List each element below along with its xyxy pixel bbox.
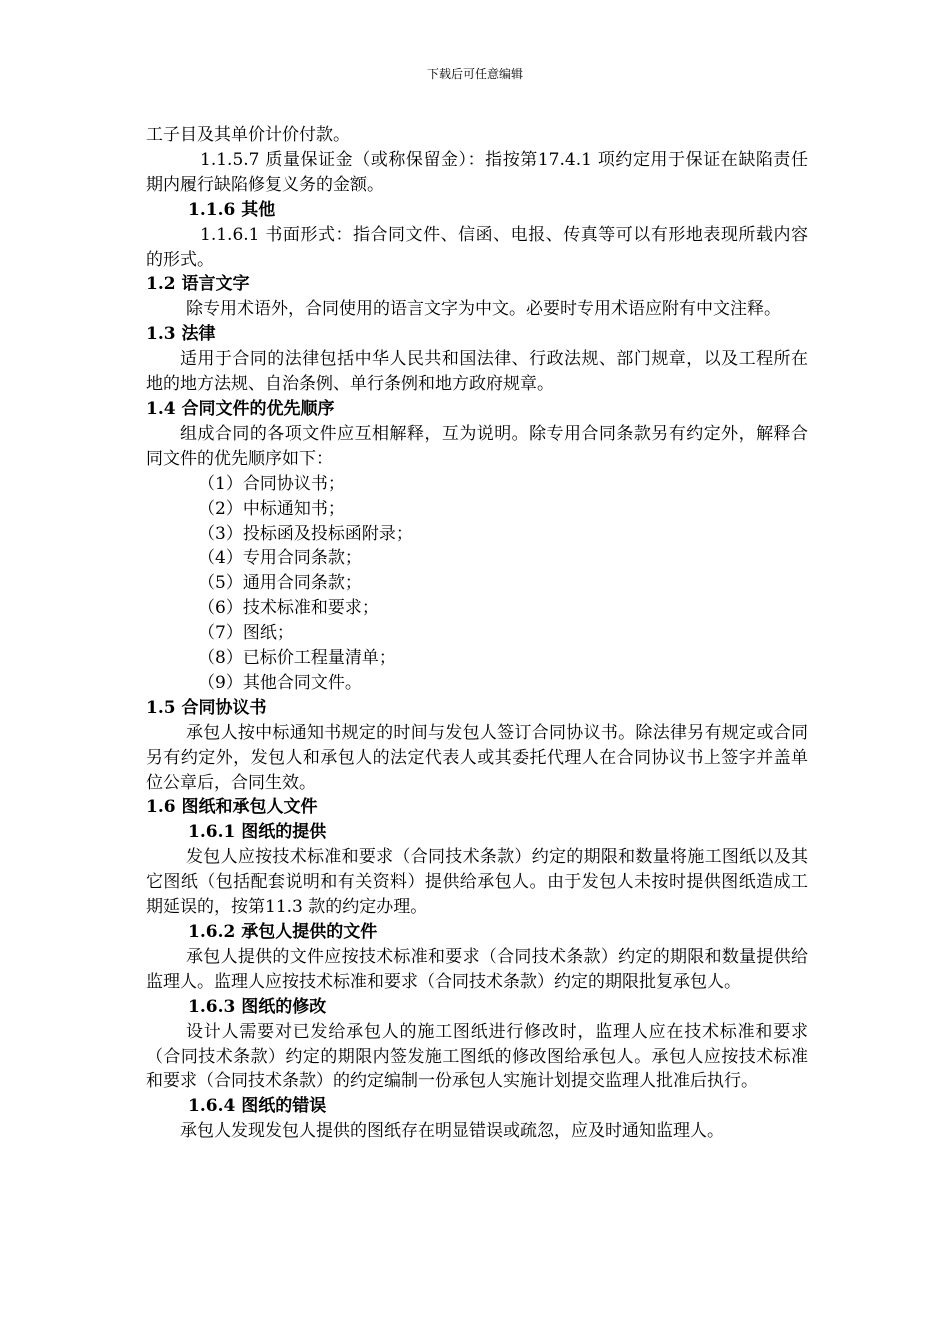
section-heading: 1.4 合同文件的优先顺序 <box>146 398 335 419</box>
paragraph: 1.1.6.1 书面形式：指合同文件、信函、电报、传真等可以有形地表现所载内容的形式。 <box>146 224 808 270</box>
list-item: （9）其他合同文件。 <box>198 672 362 693</box>
subsection-heading: 1.6.1 图纸的提供 <box>188 822 327 843</box>
paragraph: 组成合同的各项文件应互相解释，互为说明。除专用合同条款另有约定外，解释合同文件的优先顺序如下： <box>146 423 808 469</box>
paragraph: 承包人按中标通知书规定的时间与发包人签订合同协议书。除法律另有规定或合同另有约定外，发包人和承包人的法定代表人或其委托代理人在合同协议书上签字并盖单位公章后，合同生效。 <box>146 722 808 793</box>
list-item: （1）合同协议书； <box>198 473 345 494</box>
paragraph: 工子目及其单价计价付款。 <box>146 125 350 145</box>
list-item: （3）投标函及投标函附录； <box>198 523 413 544</box>
list-item: （8）已标价工程量清单； <box>198 648 396 669</box>
list-item: （4）专用合同条款； <box>198 548 362 569</box>
subsection-heading: 1.1.6 其他 <box>188 199 276 220</box>
paragraph: 设计人需要对已发给承包人的施工图纸进行修改时，监理人应在技术标准和要求（合同技术条款）约定的期限内签发施工图纸的修改图给承包人。承包人应按技术标准和要求（合同技术条款）的约定编制一份承包人实施计划提交监理人批准后执行。 <box>146 1021 808 1092</box>
list-item: （6）技术标准和要求； <box>198 598 379 619</box>
paragraph: 承包人提供的文件应按技术标准和要求（合同技术条款）约定的期限和数量提供给监理人。监理人应按技术标准和要求（合同技术条款）约定的期限批复承包人。 <box>146 946 808 992</box>
section-heading: 1.5 合同协议书 <box>146 697 267 718</box>
list-item: （5）通用合同条款； <box>198 573 362 594</box>
paragraph: 发包人应按技术标准和要求（合同技术条款）约定的期限和数量将施工图纸以及其它图纸（包括配套说明和有关资料）提供给承包人。由于发包人未按时提供图纸造成工期延误的，按第11.3 款的约定办理。 <box>146 847 808 918</box>
page-header: 下载后可任意编辑 <box>426 67 523 81</box>
section-heading: 1.3 法律 <box>146 324 216 345</box>
section-heading: 1.2 语言文字 <box>146 274 250 295</box>
subsection-heading: 1.6.3 图纸的修改 <box>188 996 327 1017</box>
paragraph: 1.1.5.7 质量保证金（或称保留金）：指按第17.4.1 项约定用于保证在缺陷责任期内履行缺陷修复义务的金额。 <box>146 149 808 195</box>
document-body <box>146 123 808 1144</box>
subsection-heading: 1.6.2 承包人提供的文件 <box>188 922 378 942</box>
paragraph: 除专用术语外，合同使用的语言文字为中文。必要时专用术语应附有中文注释。 <box>186 299 781 320</box>
list-item: （2）中标通知书； <box>198 498 345 519</box>
section-heading: 1.6 图纸和承包人文件 <box>146 797 318 818</box>
paragraph: 承包人发现发包人提供的图纸存在明显错误或疏忽，应及时通知监理人。 <box>180 1121 724 1142</box>
list-item: （7）图纸； <box>198 623 294 644</box>
paragraph: 适用于合同的法律包括中华人民共和国法律、行政法规、部门规章，以及工程所在地的地方法规、自治条例、单行条例和地方政府规章。 <box>146 349 808 395</box>
subsection-heading: 1.6.4 图纸的错误 <box>188 1096 327 1117</box>
